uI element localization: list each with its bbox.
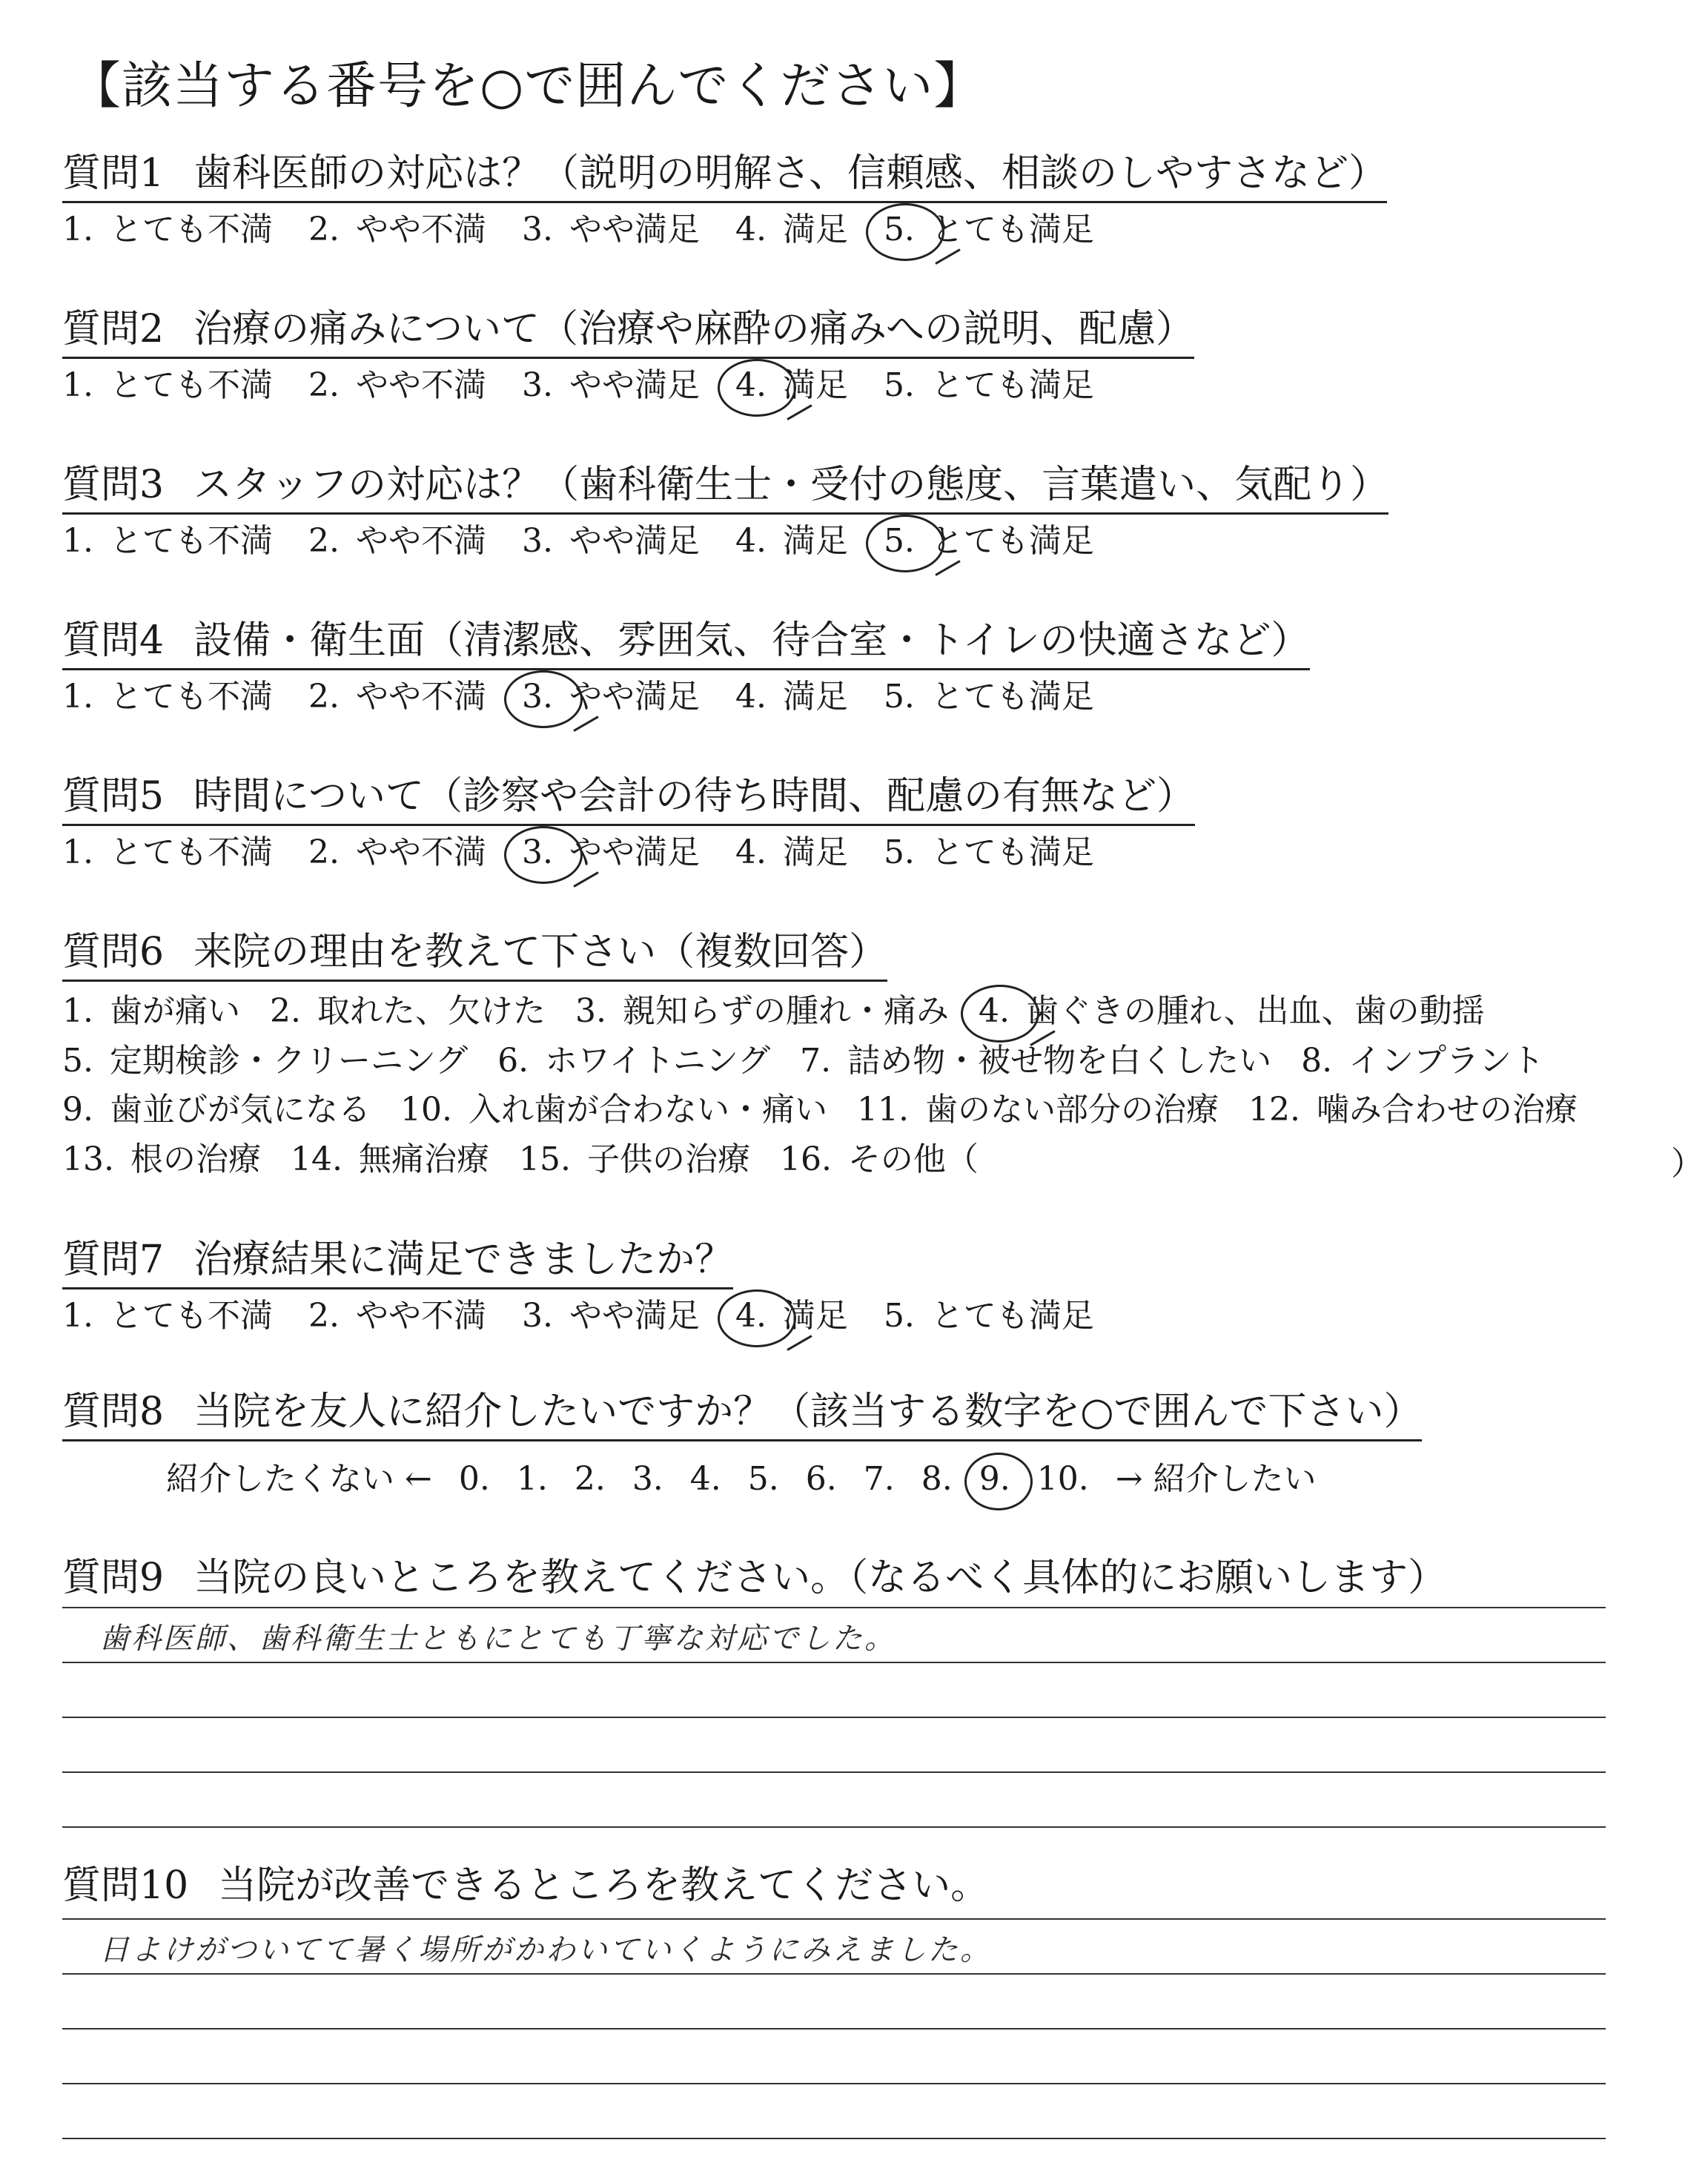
answer-option[interactable] <box>522 211 700 250</box>
question-number: 質問1 <box>62 151 165 196</box>
scale-value[interactable]: 0. <box>458 1459 490 1498</box>
option-number: 1. <box>62 366 93 404</box>
question-2-title <box>62 308 1194 359</box>
option-label: 詰め物・被せ物を白くしたい <box>847 1041 1272 1080</box>
scale-value[interactable]: 9. <box>979 1459 1010 1498</box>
option-number: 2. <box>269 991 301 1030</box>
option-number: 3. <box>521 833 553 871</box>
option-label: やや満足 <box>569 210 700 248</box>
question-4 <box>62 619 1649 717</box>
option-number: 3. <box>521 521 553 560</box>
answer-line <box>62 1553 1606 1608</box>
question-5-options <box>62 833 1649 873</box>
reason-option[interactable] <box>62 1042 468 1081</box>
answer-option[interactable] <box>308 833 486 873</box>
question-text: 治療結果に満足できましたか？ <box>193 1238 734 1282</box>
question-number: 質問8 <box>62 1390 165 1434</box>
option-label: 噛み合わせの治療 <box>1316 1091 1578 1129</box>
answer-option[interactable] <box>522 678 700 717</box>
scale-value[interactable]: 10. <box>1036 1459 1089 1498</box>
option-label: やや不満 <box>355 521 486 560</box>
option-label: 歯のない部分の治療 <box>924 1091 1219 1129</box>
option-number: 6. <box>497 1041 529 1080</box>
reason-option[interactable] <box>62 1140 261 1180</box>
option-number: 3. <box>575 991 606 1030</box>
option-label: やや満足 <box>569 1296 700 1335</box>
option-number: 5. <box>883 210 915 248</box>
question-number: 質問5 <box>62 774 165 819</box>
option-number: 5. <box>883 833 915 871</box>
option-number: 16. <box>779 1140 832 1179</box>
answer-option[interactable] <box>735 1297 848 1336</box>
answer-line <box>62 1608 1606 1663</box>
question-1-title <box>62 152 1387 203</box>
scale-value[interactable]: 8. <box>921 1459 953 1498</box>
scale-value[interactable]: 5. <box>747 1459 779 1498</box>
option-number: 2. <box>308 210 340 248</box>
question-number: 質問9 <box>62 1556 165 1600</box>
reason-option[interactable] <box>780 1140 979 1180</box>
reason-option[interactable] <box>800 1042 1271 1081</box>
option-number: 1. <box>62 1296 93 1335</box>
option-label: とても不満 <box>109 210 273 248</box>
option-number: 14. <box>290 1140 342 1179</box>
option-number: 5. <box>62 1041 93 1080</box>
option-number: 8. <box>1301 1041 1333 1080</box>
option-number: 1. <box>62 991 93 1030</box>
reason-option[interactable] <box>400 1091 827 1130</box>
scale-value[interactable]: 1. <box>516 1459 548 1498</box>
scale-left-label: 紹介したくない ← <box>166 1459 432 1498</box>
option-label: 歯ぐきの腫れ、出血、歯の動揺 <box>1025 991 1485 1030</box>
option-label: 定期検診・クリーニング <box>109 1041 469 1080</box>
options-row <box>62 992 1649 1031</box>
reason-option[interactable] <box>857 1091 1219 1130</box>
option-label: やや不満 <box>355 210 486 248</box>
option-label: 歯が痛い <box>109 991 240 1030</box>
option-number: 1. <box>62 833 93 871</box>
answer-option[interactable] <box>884 678 1094 717</box>
option-label: やや不満 <box>355 1296 486 1335</box>
option-label: とても不満 <box>109 521 273 560</box>
answer-option[interactable] <box>308 1297 486 1336</box>
option-number: 4. <box>735 521 767 560</box>
option-label: とても不満 <box>109 1296 273 1335</box>
question-7-options <box>62 1297 1649 1336</box>
answer-line <box>62 1773 1606 1828</box>
option-number: 1. <box>62 521 93 560</box>
option-label: 満足 <box>782 366 848 404</box>
option-number: 1. <box>62 677 93 716</box>
option-number: 15. <box>518 1140 571 1179</box>
reason-option[interactable] <box>270 992 546 1031</box>
answer-option[interactable] <box>884 211 1094 250</box>
option-label: やや満足 <box>569 677 700 716</box>
reason-option[interactable] <box>1301 1042 1544 1081</box>
option-number: 5. <box>883 521 915 560</box>
option-label: 満足 <box>782 677 848 716</box>
scale-value[interactable]: 3. <box>632 1459 663 1498</box>
question-number: 質問10 <box>62 1863 189 1908</box>
answer-option[interactable] <box>308 522 486 561</box>
option-number: 3. <box>521 677 553 716</box>
answer-option[interactable] <box>62 1297 273 1336</box>
question-text: スタッフの対応は？（歯科衛生士・受付の態度、言葉遣い、気配り） <box>193 463 1389 507</box>
option-label: とても不満 <box>109 366 273 404</box>
reason-option[interactable] <box>1248 1091 1578 1130</box>
answer-option[interactable] <box>62 678 273 717</box>
question-number: 質問7 <box>62 1238 165 1282</box>
answer-option[interactable] <box>735 522 848 561</box>
question-text: 来院の理由を教えて下さい（複数回答） <box>193 930 888 974</box>
reason-option[interactable] <box>979 992 1485 1031</box>
option-label: インプラント <box>1348 1041 1545 1080</box>
question-text: 当院の良いところを教えてください。（なるべく具体的にお願いします） <box>193 1556 1447 1600</box>
answer-option[interactable] <box>735 678 848 717</box>
option-label: 無痛治療 <box>358 1140 489 1179</box>
answer-option[interactable] <box>735 833 848 873</box>
option-label: とても満足 <box>930 210 1094 248</box>
option-label: やや満足 <box>569 366 700 404</box>
answer-option[interactable] <box>735 211 848 250</box>
answer-option[interactable] <box>522 1297 700 1336</box>
answer-option[interactable] <box>62 366 273 406</box>
question-4-title <box>62 619 1310 670</box>
question-text: 当院を友人に紹介したいですか？（該当する数字を○で囲んで下さい） <box>193 1390 1423 1434</box>
option-number: 5. <box>883 366 915 404</box>
option-number: 2. <box>308 366 340 404</box>
answer-option[interactable] <box>884 833 1094 873</box>
option-label: やや不満 <box>355 833 486 871</box>
answer-option[interactable] <box>308 678 486 717</box>
question-text: 治療の痛みについて（治療や麻酔の痛みへの説明、配慮） <box>193 307 1195 351</box>
option-label: とても満足 <box>930 366 1094 404</box>
answer-line <box>62 1663 1606 1718</box>
question-7 <box>62 1238 1649 1336</box>
option-number: 7. <box>800 1041 832 1080</box>
scale-value[interactable]: 2. <box>574 1459 606 1498</box>
recommend-scale <box>166 1452 1649 1499</box>
answer-line <box>62 1718 1606 1773</box>
answer-option[interactable] <box>884 522 1094 561</box>
question-1 <box>62 152 1649 250</box>
option-number: 10. <box>400 1091 452 1129</box>
answer-option[interactable] <box>522 522 700 561</box>
option-label: 入れ歯が合わない・痛い <box>468 1091 827 1129</box>
option-number: 4. <box>735 1296 767 1335</box>
question-3 <box>62 463 1649 561</box>
question-5-title <box>62 775 1195 826</box>
question-1-options <box>62 211 1649 250</box>
answer-option[interactable] <box>62 522 273 561</box>
option-label: やや不満 <box>355 677 486 716</box>
answer-line <box>62 2029 1606 2084</box>
answer-line <box>62 1920 1606 1975</box>
option-label: 満足 <box>782 833 848 871</box>
question-5 <box>62 775 1649 873</box>
option-number: 9. <box>62 1091 93 1129</box>
scale-value[interactable]: 4. <box>689 1459 721 1498</box>
question-10-answer-lines <box>62 1865 1606 2139</box>
option-number: 3. <box>521 210 553 248</box>
question-text: 時間について（診察や会計の待ち時間、配慮の有無など） <box>193 774 1196 819</box>
option-label: 満足 <box>782 521 848 560</box>
question-2 <box>62 308 1649 406</box>
option-label: とても不満 <box>109 677 273 716</box>
scale-value[interactable]: 7. <box>863 1459 895 1498</box>
answer-option[interactable] <box>884 1297 1094 1336</box>
question-8-title <box>62 1390 1422 1441</box>
answer-line <box>62 1865 1606 1920</box>
option-label: やや満足 <box>569 833 700 871</box>
question-8 <box>62 1390 1649 1499</box>
page-title: 【該当する番号を○で囲んでください】 <box>70 57 985 116</box>
option-label: 根の治療 <box>130 1140 261 1179</box>
reason-option[interactable] <box>62 1091 371 1130</box>
option-label: 満足 <box>782 1296 848 1335</box>
option-number: 2. <box>308 1296 340 1335</box>
paren-close: ） <box>1671 1145 1704 1183</box>
reason-option[interactable] <box>575 992 949 1031</box>
option-label: 取れた、欠けた <box>317 991 546 1030</box>
option-label: とても満足 <box>930 677 1094 716</box>
reason-option[interactable] <box>291 1140 489 1180</box>
option-number: 3. <box>521 366 553 404</box>
question-text: 当院が改善できるところを教えてください。 <box>218 1863 990 1908</box>
question-3-title <box>62 463 1388 515</box>
scale-right-label: → 紹介したい <box>1115 1459 1317 1498</box>
reason-option[interactable] <box>519 1140 750 1180</box>
option-number: 4. <box>735 366 767 404</box>
reason-option[interactable] <box>497 1042 770 1081</box>
question-9-answer-lines <box>62 1553 1606 1828</box>
question-number: 質問6 <box>62 930 165 974</box>
question-7-title <box>62 1238 733 1289</box>
option-label: 満足 <box>782 210 848 248</box>
question-3-options <box>62 522 1649 561</box>
options-row <box>62 1140 1649 1180</box>
option-label: その他（ <box>847 1140 979 1179</box>
answer-option[interactable] <box>735 366 848 406</box>
option-number: 4. <box>735 677 767 716</box>
option-label: 親知らずの腫れ・痛み <box>622 991 949 1030</box>
option-number: 5. <box>883 677 915 716</box>
option-number: 4. <box>735 210 767 248</box>
question-6 <box>62 930 1704 1183</box>
option-number: 2. <box>308 521 340 560</box>
question-number: 質問2 <box>62 307 165 351</box>
answer-option[interactable] <box>522 366 700 406</box>
option-number: 5. <box>883 1296 915 1335</box>
option-number: 2. <box>308 677 340 716</box>
answer-option[interactable] <box>62 833 273 873</box>
option-label: とても不満 <box>109 833 273 871</box>
option-label: とても満足 <box>930 521 1094 560</box>
question-number: 質問3 <box>62 463 165 507</box>
answer-line <box>62 2084 1606 2139</box>
option-label: やや満足 <box>569 521 700 560</box>
option-number: 4. <box>978 991 1010 1030</box>
answer-option[interactable] <box>884 366 1094 406</box>
answer-option[interactable] <box>308 366 486 406</box>
scale-value[interactable]: 6. <box>805 1459 837 1498</box>
option-number: 3. <box>521 1296 553 1335</box>
option-number: 11. <box>856 1091 909 1129</box>
option-label: とても満足 <box>930 1296 1094 1335</box>
option-number: 13. <box>62 1140 114 1179</box>
reason-option[interactable] <box>62 992 240 1031</box>
option-label: やや不満 <box>355 366 486 404</box>
option-number: 1. <box>62 210 93 248</box>
handwritten-answer: 日よけがついてて暑く場所がかわいていくようにみえました。 <box>99 1933 992 1967</box>
options-row <box>62 1091 1649 1130</box>
option-label: とても満足 <box>930 833 1094 871</box>
option-label: 子供の治療 <box>586 1140 750 1179</box>
answer-option[interactable] <box>62 211 273 250</box>
answer-option[interactable] <box>522 833 700 873</box>
option-number: 12. <box>1248 1091 1300 1129</box>
question-text: 設備・衛生面（清潔感、雰囲気、待合室・トイレの快適さなど） <box>193 618 1310 663</box>
option-number: 4. <box>735 833 767 871</box>
option-number: 2. <box>308 833 340 871</box>
question-6-options <box>62 992 1649 1180</box>
handwritten-answer: 歯科医師、歯科衛生士ともにとても丁寧な対応でした。 <box>99 1622 896 1656</box>
question-text: 歯科医師の対応は？（説明の明解さ、信頼感、相談のしやすさなど） <box>193 151 1388 196</box>
question-6-title <box>62 931 887 982</box>
answer-line <box>62 1975 1606 2029</box>
options-row <box>62 1042 1649 1081</box>
option-label: ホワイトニング <box>545 1041 771 1080</box>
option-label: 歯並びが気になる <box>109 1091 371 1129</box>
question-number: 質問4 <box>62 618 165 663</box>
question-4-options <box>62 678 1649 717</box>
question-2-options <box>62 366 1649 406</box>
answer-option[interactable] <box>308 211 486 250</box>
